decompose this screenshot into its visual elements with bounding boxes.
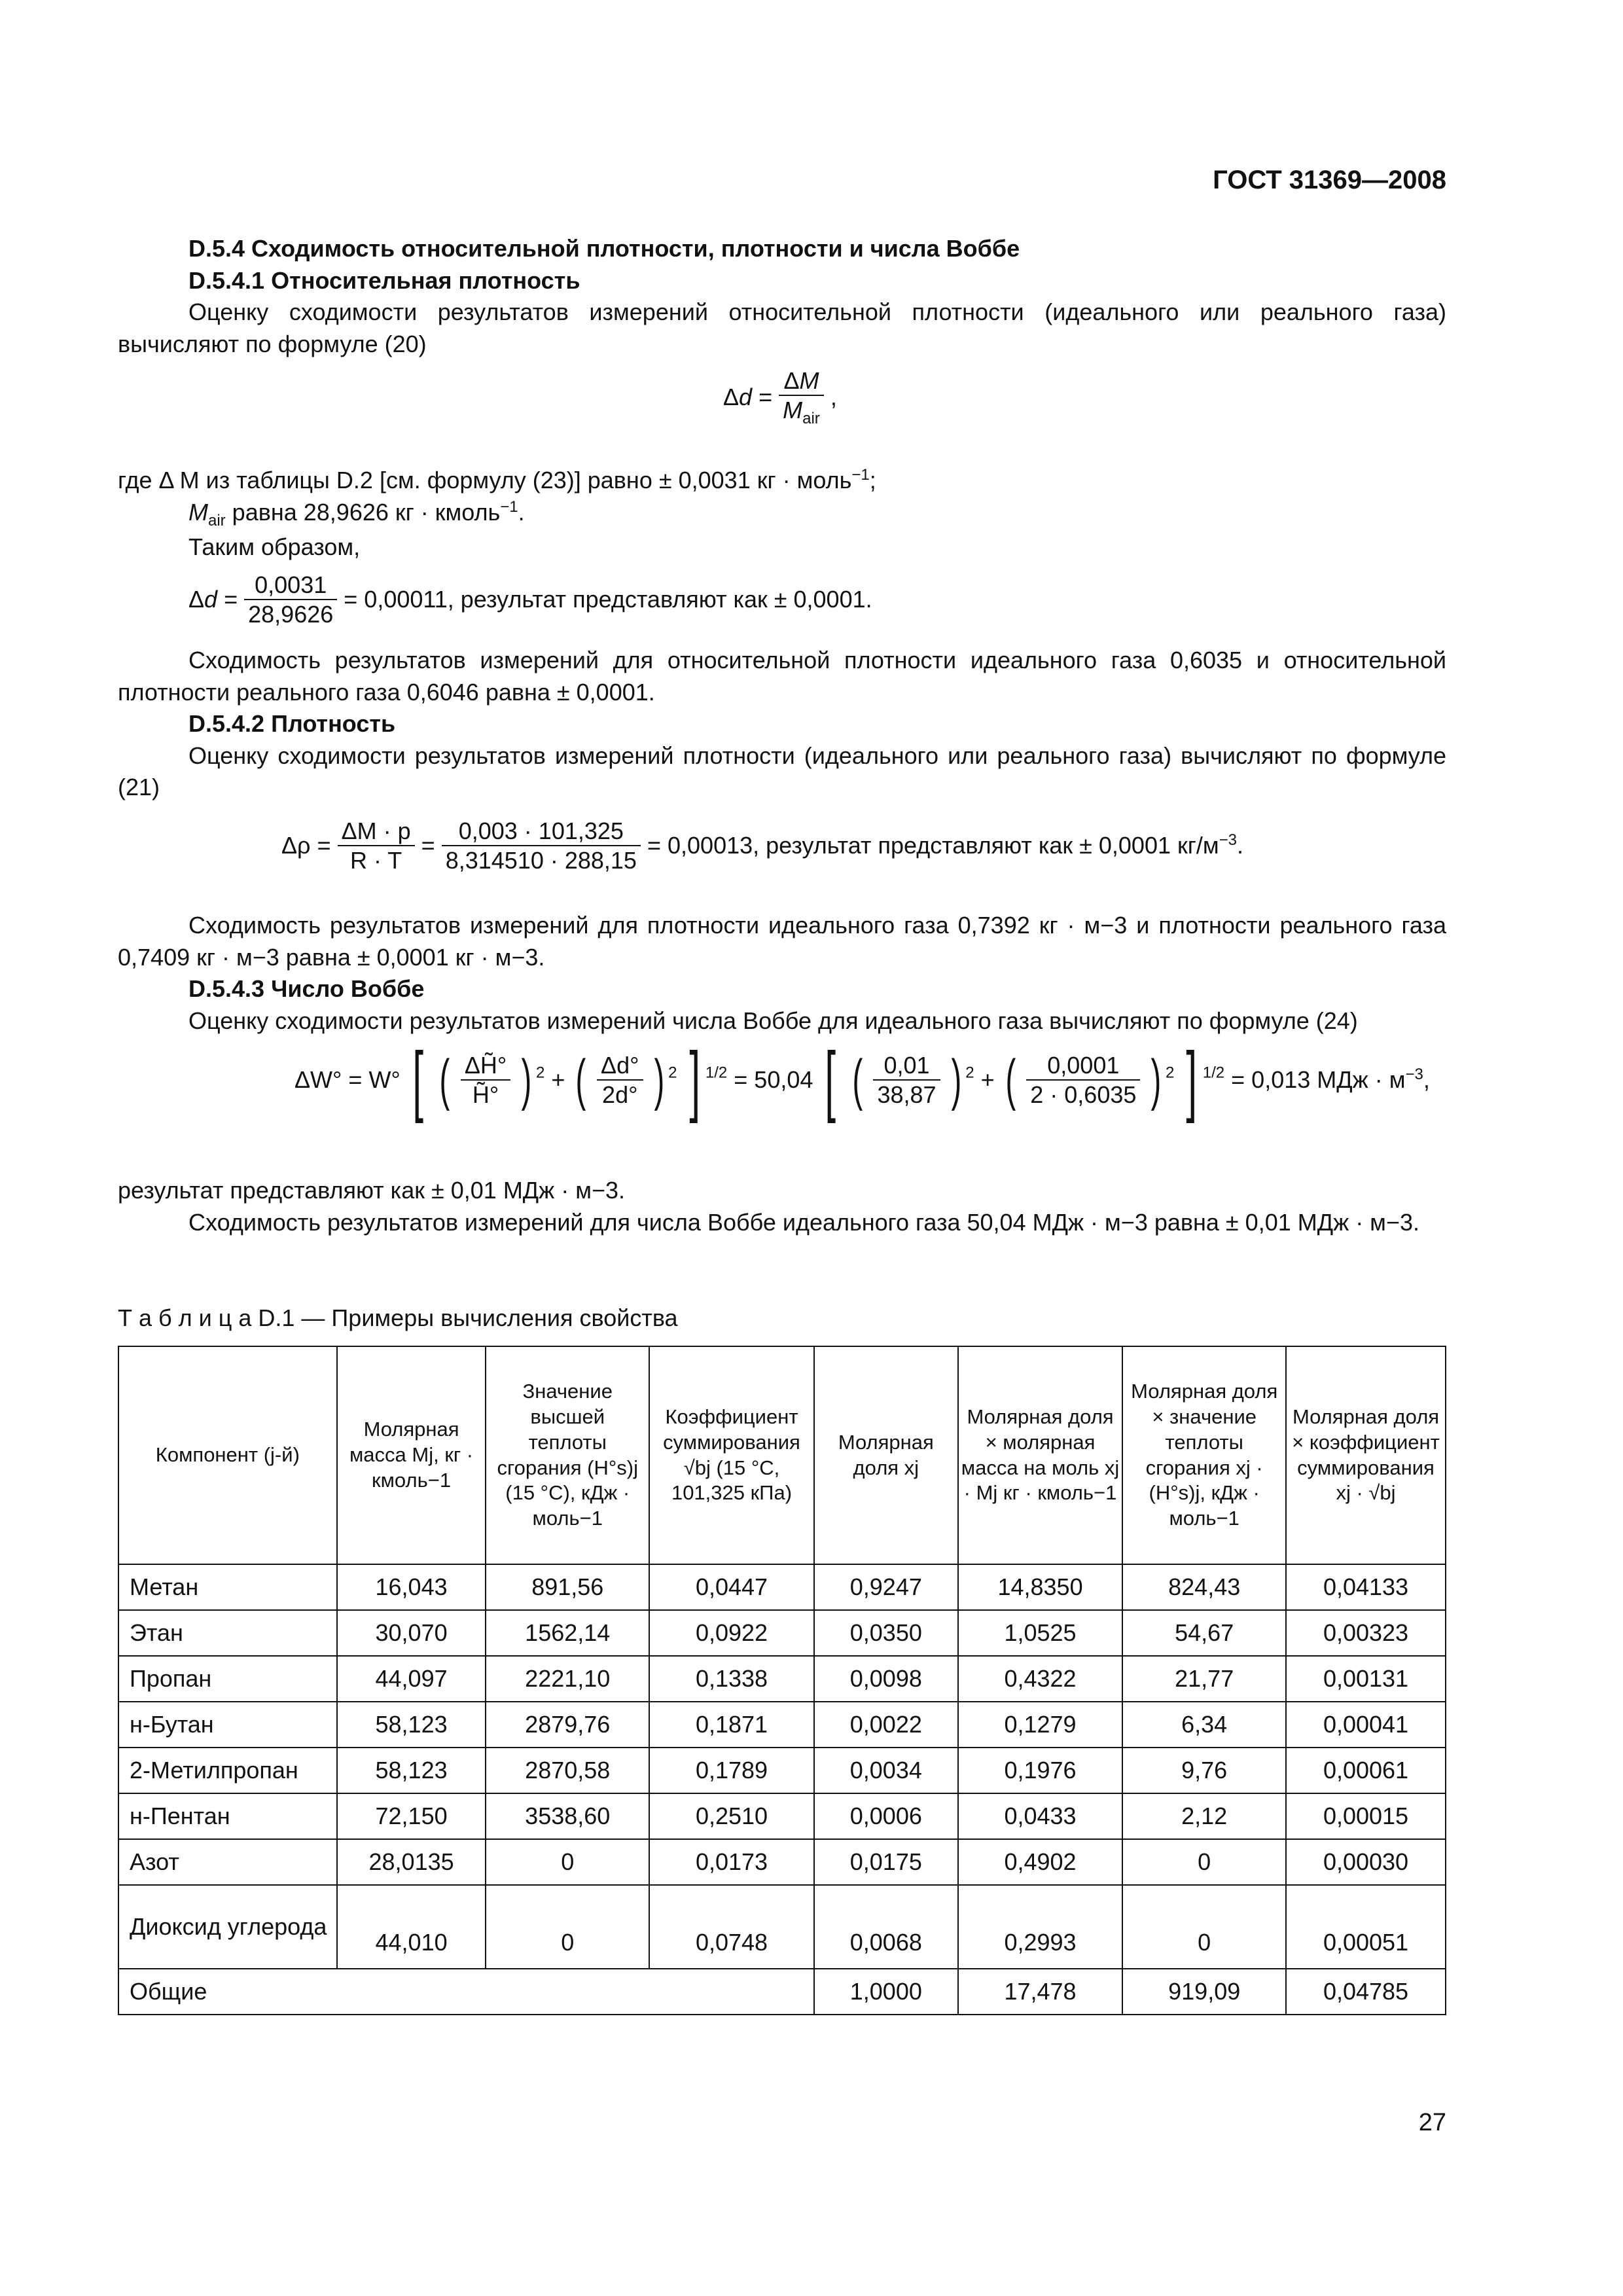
- cell: 9,76: [1122, 1748, 1286, 1793]
- cell: 0,00030: [1286, 1839, 1446, 1885]
- header-molar-mass: Молярная масса Mj, кг · кмоль−1: [337, 1346, 486, 1564]
- cell: 0,0098: [814, 1656, 958, 1702]
- cell: 0,4902: [958, 1839, 1123, 1885]
- cell: 919,09: [1122, 1969, 1286, 2015]
- table-row: [118, 1564, 1446, 1610]
- d543-conclusion-block: [118, 1175, 1446, 1238]
- cell: 1,0000: [814, 1969, 958, 2015]
- cell: 58,123: [337, 1748, 486, 1793]
- cell: 72,150: [337, 1793, 486, 1839]
- d541-conclusion: Сходимость результатов измерений для относительной плотности идеального газа 0,6035 и относительной плотности реального газа 0,6046 равна ± 0,0001.: [118, 647, 1446, 706]
- table-d1: [118, 1346, 1446, 2015]
- cell: 0,00061: [1286, 1748, 1446, 1793]
- section-d541-intro: Оценку сходимости результатов измерений относительной плотности (идеального или реального газа) вычисляют по формуле (20): [118, 298, 1446, 357]
- cell: 16,043: [337, 1564, 486, 1610]
- header-summation-factor: Коэффициент суммирования √bj (15 °C, 101,325 кПа): [649, 1346, 814, 1564]
- cell: 0,2993: [958, 1885, 1123, 1969]
- cell: 0,00015: [1286, 1793, 1446, 1839]
- page-number: 27: [1418, 2109, 1446, 2136]
- cell: 44,097: [337, 1656, 486, 1702]
- formula-20: Δd = $\frac{\Delta M}{M_{air}}$ ,: [723, 367, 837, 428]
- cell: 54,67: [1122, 1610, 1286, 1656]
- cell: 0,1789: [649, 1748, 814, 1793]
- cell: 0,0175: [814, 1839, 958, 1885]
- cell: 58,123: [337, 1702, 486, 1748]
- cell: 1562,14: [486, 1610, 649, 1656]
- cell: 0,0034: [814, 1748, 958, 1793]
- cell: 0,1976: [958, 1748, 1123, 1793]
- cell-component: Диоксид углерода: [118, 1885, 337, 1969]
- cell: 0,00041: [1286, 1702, 1446, 1748]
- cell: 891,56: [486, 1564, 649, 1610]
- cell: 0,4322: [958, 1656, 1123, 1702]
- d541-conclusion-block: [118, 645, 1446, 804]
- cell: 0,00323: [1286, 1610, 1446, 1656]
- d543-line-after: результат представляют как ± 0,01 МДж · м−3.: [118, 1177, 626, 1204]
- d543-intro: Оценку сходимости результатов измерений числа Воббе для идеального газа вычисляют по формуле (24): [188, 1007, 1358, 1034]
- cell: 0,0447: [649, 1564, 814, 1610]
- section-d543-title: D.5.4.3 Число Воббе: [188, 975, 425, 1003]
- cell-component: н-Бутан: [118, 1702, 337, 1748]
- mair-line: $M_{air}$ равна 28,9626 кг · кмоль$^{-1}$.: [188, 497, 525, 529]
- cell: 0,1279: [958, 1702, 1123, 1748]
- standard-header: ГОСТ 31369—2008: [1213, 166, 1446, 194]
- cell: 0,0350: [814, 1610, 958, 1656]
- d543-conclusion: Сходимость результатов измерений для числа Воббе идеального газа 50,04 МДж · м−3 равна ± 0,01 МДж · м−3.: [188, 1208, 1419, 1236]
- table-row: [118, 1610, 1446, 1656]
- cell: 0,04785: [1286, 1969, 1446, 2015]
- cell: 0: [1122, 1839, 1286, 1885]
- where-line: где Δ M из таблицы D.2 [см. формулу (23)] равно ± 0,0031 кг · моль$^{-1}$;: [118, 466, 876, 493]
- cell: 21,77: [1122, 1656, 1286, 1702]
- cell: 0,04133: [1286, 1564, 1446, 1610]
- cell: 0,0022: [814, 1702, 958, 1748]
- cell: 0,9247: [814, 1564, 958, 1610]
- document-page: [118, 0, 1446, 2296]
- cell: 0: [1122, 1885, 1286, 1969]
- table-row: [118, 1702, 1446, 1748]
- cell: 2,12: [1122, 1793, 1286, 1839]
- cell: 28,0135: [337, 1839, 486, 1885]
- header-heat-value: Значение высшей теплоты сгорания (H°s)j (15 °C), кДж · моль−1: [486, 1346, 649, 1564]
- cell-component: Этан: [118, 1610, 337, 1656]
- cell: 0,0068: [814, 1885, 958, 1969]
- cell: 17,478: [958, 1969, 1123, 2015]
- header-fraction-factor: Молярная доля × коэффициент суммирования xj · √bj: [1286, 1346, 1446, 1564]
- cell: 0: [486, 1839, 649, 1885]
- formula-24: ΔW° = W° [ ( $\frac{\Delta H̃^\circ}{H̃^\circ}$ ) $^2$ + ( $\frac{\Delta d^\circ}{2d^\circ}$ ) $^2$ ] $^{1/2}$ = 50,04 [ ( $\frac{0,01}{38,87}$ ) $^2$ + ( $\frac{0,0001}{2 \cdot 0,6035}$ ) $^2$ ] $^{1/2}$ = 0,013 МДж · $м^{-3}$,: [294, 1036, 1430, 1124]
- cell: 0,0433: [958, 1793, 1123, 1839]
- cell: 0: [486, 1885, 649, 1969]
- cell-total-label: Общие: [118, 1969, 814, 2015]
- table-row: [118, 1839, 1446, 1885]
- cell: 0,0173: [649, 1839, 814, 1885]
- cell: 0,1871: [649, 1702, 814, 1748]
- table-total-row: [118, 1969, 1446, 2015]
- d542-intro: Оценку сходимости результатов измерений плотности (идеального или реального газа) вычисляют по формуле (21): [118, 742, 1446, 801]
- header-fraction-heat: Молярная доля × значение теплоты сгорания xj · (H°s)j, кДж · моль−1: [1122, 1346, 1286, 1564]
- thus-line: Таким образом,: [188, 533, 361, 561]
- cell: 0,0922: [649, 1610, 814, 1656]
- cell: 2879,76: [486, 1702, 649, 1748]
- cell: 0,0006: [814, 1793, 958, 1839]
- cell-component: Пропан: [118, 1656, 337, 1702]
- formula-21: Δρ = $\frac{\Delta M \cdot p}{R \cdot T}$ = $\frac{0,003 \cdot 101,325}{8,314510 \cdot 288,15}$ = 0,00013, результат представляют как ± 0,0001 $кг/м^{-3}$.: [281, 817, 1244, 874]
- cell: 30,070: [337, 1610, 486, 1656]
- cell: 14,8350: [958, 1564, 1123, 1610]
- section-d542-title: D.5.4.2 Плотность: [188, 710, 396, 738]
- header-fraction-mass: Молярная доля × молярная масса на моль xj · Mj кг · кмоль−1: [958, 1346, 1123, 1564]
- cell-component: 2-Метилпропан: [118, 1748, 337, 1793]
- cell: 44,010: [337, 1885, 486, 1969]
- table-row: [118, 1793, 1446, 1839]
- cell: 3538,60: [486, 1793, 649, 1839]
- table-row: [118, 1748, 1446, 1793]
- section-d541-block: [118, 233, 1446, 360]
- header-component: Компонент (j-й): [118, 1346, 337, 1564]
- cell-component: Азот: [118, 1839, 337, 1885]
- header-mole-fraction: Молярная доля xj: [814, 1346, 958, 1564]
- table-caption: Т а б л и ц а D.1 — Примеры вычисления свойства: [118, 1304, 678, 1331]
- calc-relative-density: Δd = $\frac{0,0031}{28,9626}$ = 0,00011, результат представляют как ± 0,0001.: [188, 571, 872, 628]
- cell: 1,0525: [958, 1610, 1123, 1656]
- section-d54-title: D.5.4 Сходимость относительной плотности, плотности и числа Воббе: [188, 235, 1020, 262]
- d542-conclusion: Сходимость результатов измерений для плотности идеального газа 0,7392 кг · м−3 и плотности реального газа 0,7409 кг · м−3 равна ± 0,0001 кг · м−3.: [118, 912, 1446, 971]
- cell: 2870,58: [486, 1748, 649, 1793]
- cell: 6,34: [1122, 1702, 1286, 1748]
- cell: 0,00051: [1286, 1885, 1446, 1969]
- cell: 824,43: [1122, 1564, 1286, 1610]
- table-row: [118, 1885, 1446, 1969]
- cell: 0,1338: [649, 1656, 814, 1702]
- cell: 0,00131: [1286, 1656, 1446, 1702]
- cell-component: н-Пентан: [118, 1793, 337, 1839]
- section-d541-title: D.5.4.1 Относительная плотность: [188, 266, 580, 294]
- cell: 0,2510: [649, 1793, 814, 1839]
- table-row: [118, 1656, 1446, 1702]
- table-header-row: [118, 1346, 1446, 1564]
- cell: 0,0748: [649, 1885, 814, 1969]
- cell: 2221,10: [486, 1656, 649, 1702]
- cell-component: Метан: [118, 1564, 337, 1610]
- where-block: [118, 465, 1446, 564]
- d542-conclusion-block: [118, 910, 1446, 1037]
